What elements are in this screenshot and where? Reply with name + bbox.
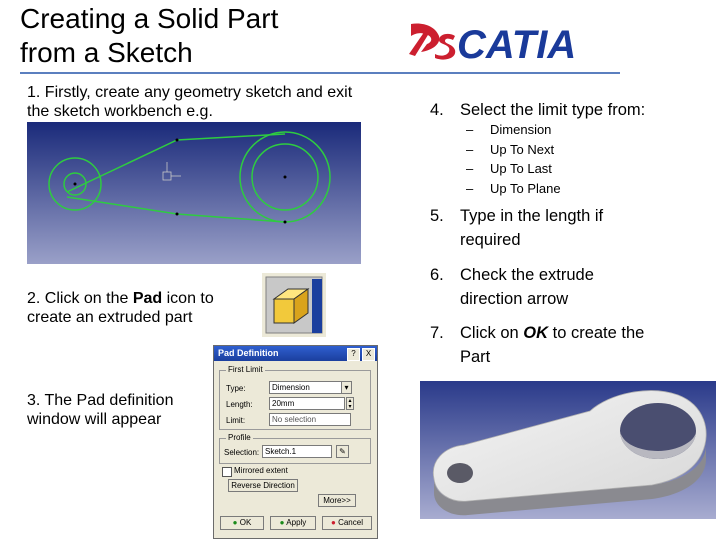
chevron-down-icon[interactable]: ▾	[341, 381, 352, 394]
length-spinner-icon[interactable]: ▴ ▾	[346, 397, 354, 410]
step4-text: 4. Select the limit type from:	[430, 101, 646, 119]
title-underline	[20, 72, 620, 74]
list-item: – Up To Next	[466, 141, 555, 157]
limit-input[interactable]: No selection	[269, 413, 351, 426]
list-item: – Up To Last	[466, 161, 552, 176]
solid-small-hole	[447, 463, 473, 483]
pad-word: Pad	[132, 290, 163, 307]
dialog-close-button[interactable]: X	[362, 348, 375, 361]
list-item: – Dimension	[466, 122, 552, 137]
dialog-help-button[interactable]: ?	[347, 348, 360, 361]
cancel-button[interactable]: ● Cancel	[322, 516, 372, 530]
step7-text: 7. Click on OK to create the Part	[430, 324, 645, 366]
step6-text: 6. Check the extrude direction arrow	[430, 266, 594, 308]
sketch-viewport	[27, 122, 361, 264]
slide-title-line2: from a Sketch	[20, 37, 193, 68]
limit-label: Limit:	[226, 416, 246, 425]
step2-text: 2. Click on the Pad icon to create an extruded part	[27, 290, 214, 326]
logo-text: CATIA	[457, 23, 577, 67]
more-button[interactable]: More>>	[318, 494, 356, 507]
first-limit-label: First Limit	[228, 365, 263, 374]
solid-part-viewport	[420, 381, 716, 519]
type-label: Type:	[226, 384, 246, 393]
ok-word: OK	[523, 324, 549, 342]
mirrored-extent-label: Mirrored extent	[234, 466, 288, 475]
catia-logo	[405, 14, 620, 70]
type-dropdown[interactable]: Dimension	[269, 381, 351, 394]
reverse-direction-button[interactable]: Reverse Direction	[228, 479, 298, 492]
selection-input[interactable]: Sketch.1	[262, 445, 332, 458]
selection-label: Selection:	[224, 448, 260, 457]
list-item: – Up To Plane	[466, 180, 561, 196]
pad-icon[interactable]	[262, 273, 326, 337]
ok-button[interactable]: ● OK	[220, 516, 264, 530]
dialog-title-bar: Pad Definition	[214, 346, 377, 361]
profile-label: Profile	[228, 433, 251, 442]
step5-text: 5. Type in the length if required	[430, 207, 604, 249]
apply-button[interactable]: ● Apply	[270, 516, 316, 530]
length-label: Length:	[226, 400, 253, 409]
step3-text: 3. The Pad definition window will appear	[27, 392, 174, 428]
mirrored-extent-checkbox[interactable]	[222, 467, 232, 477]
step1-text: 1. Firstly, create any geometry sketch and exit the sketch workbench e.g.	[27, 84, 353, 120]
slide-title-line1: Creating a Solid Part	[20, 3, 279, 34]
pad-definition-dialog	[213, 345, 378, 539]
sketcher-icon[interactable]: ✎	[336, 445, 349, 458]
length-input[interactable]: 20mm	[269, 397, 345, 410]
slide-title	[20, 2, 278, 70]
limit-type-list	[466, 120, 561, 198]
